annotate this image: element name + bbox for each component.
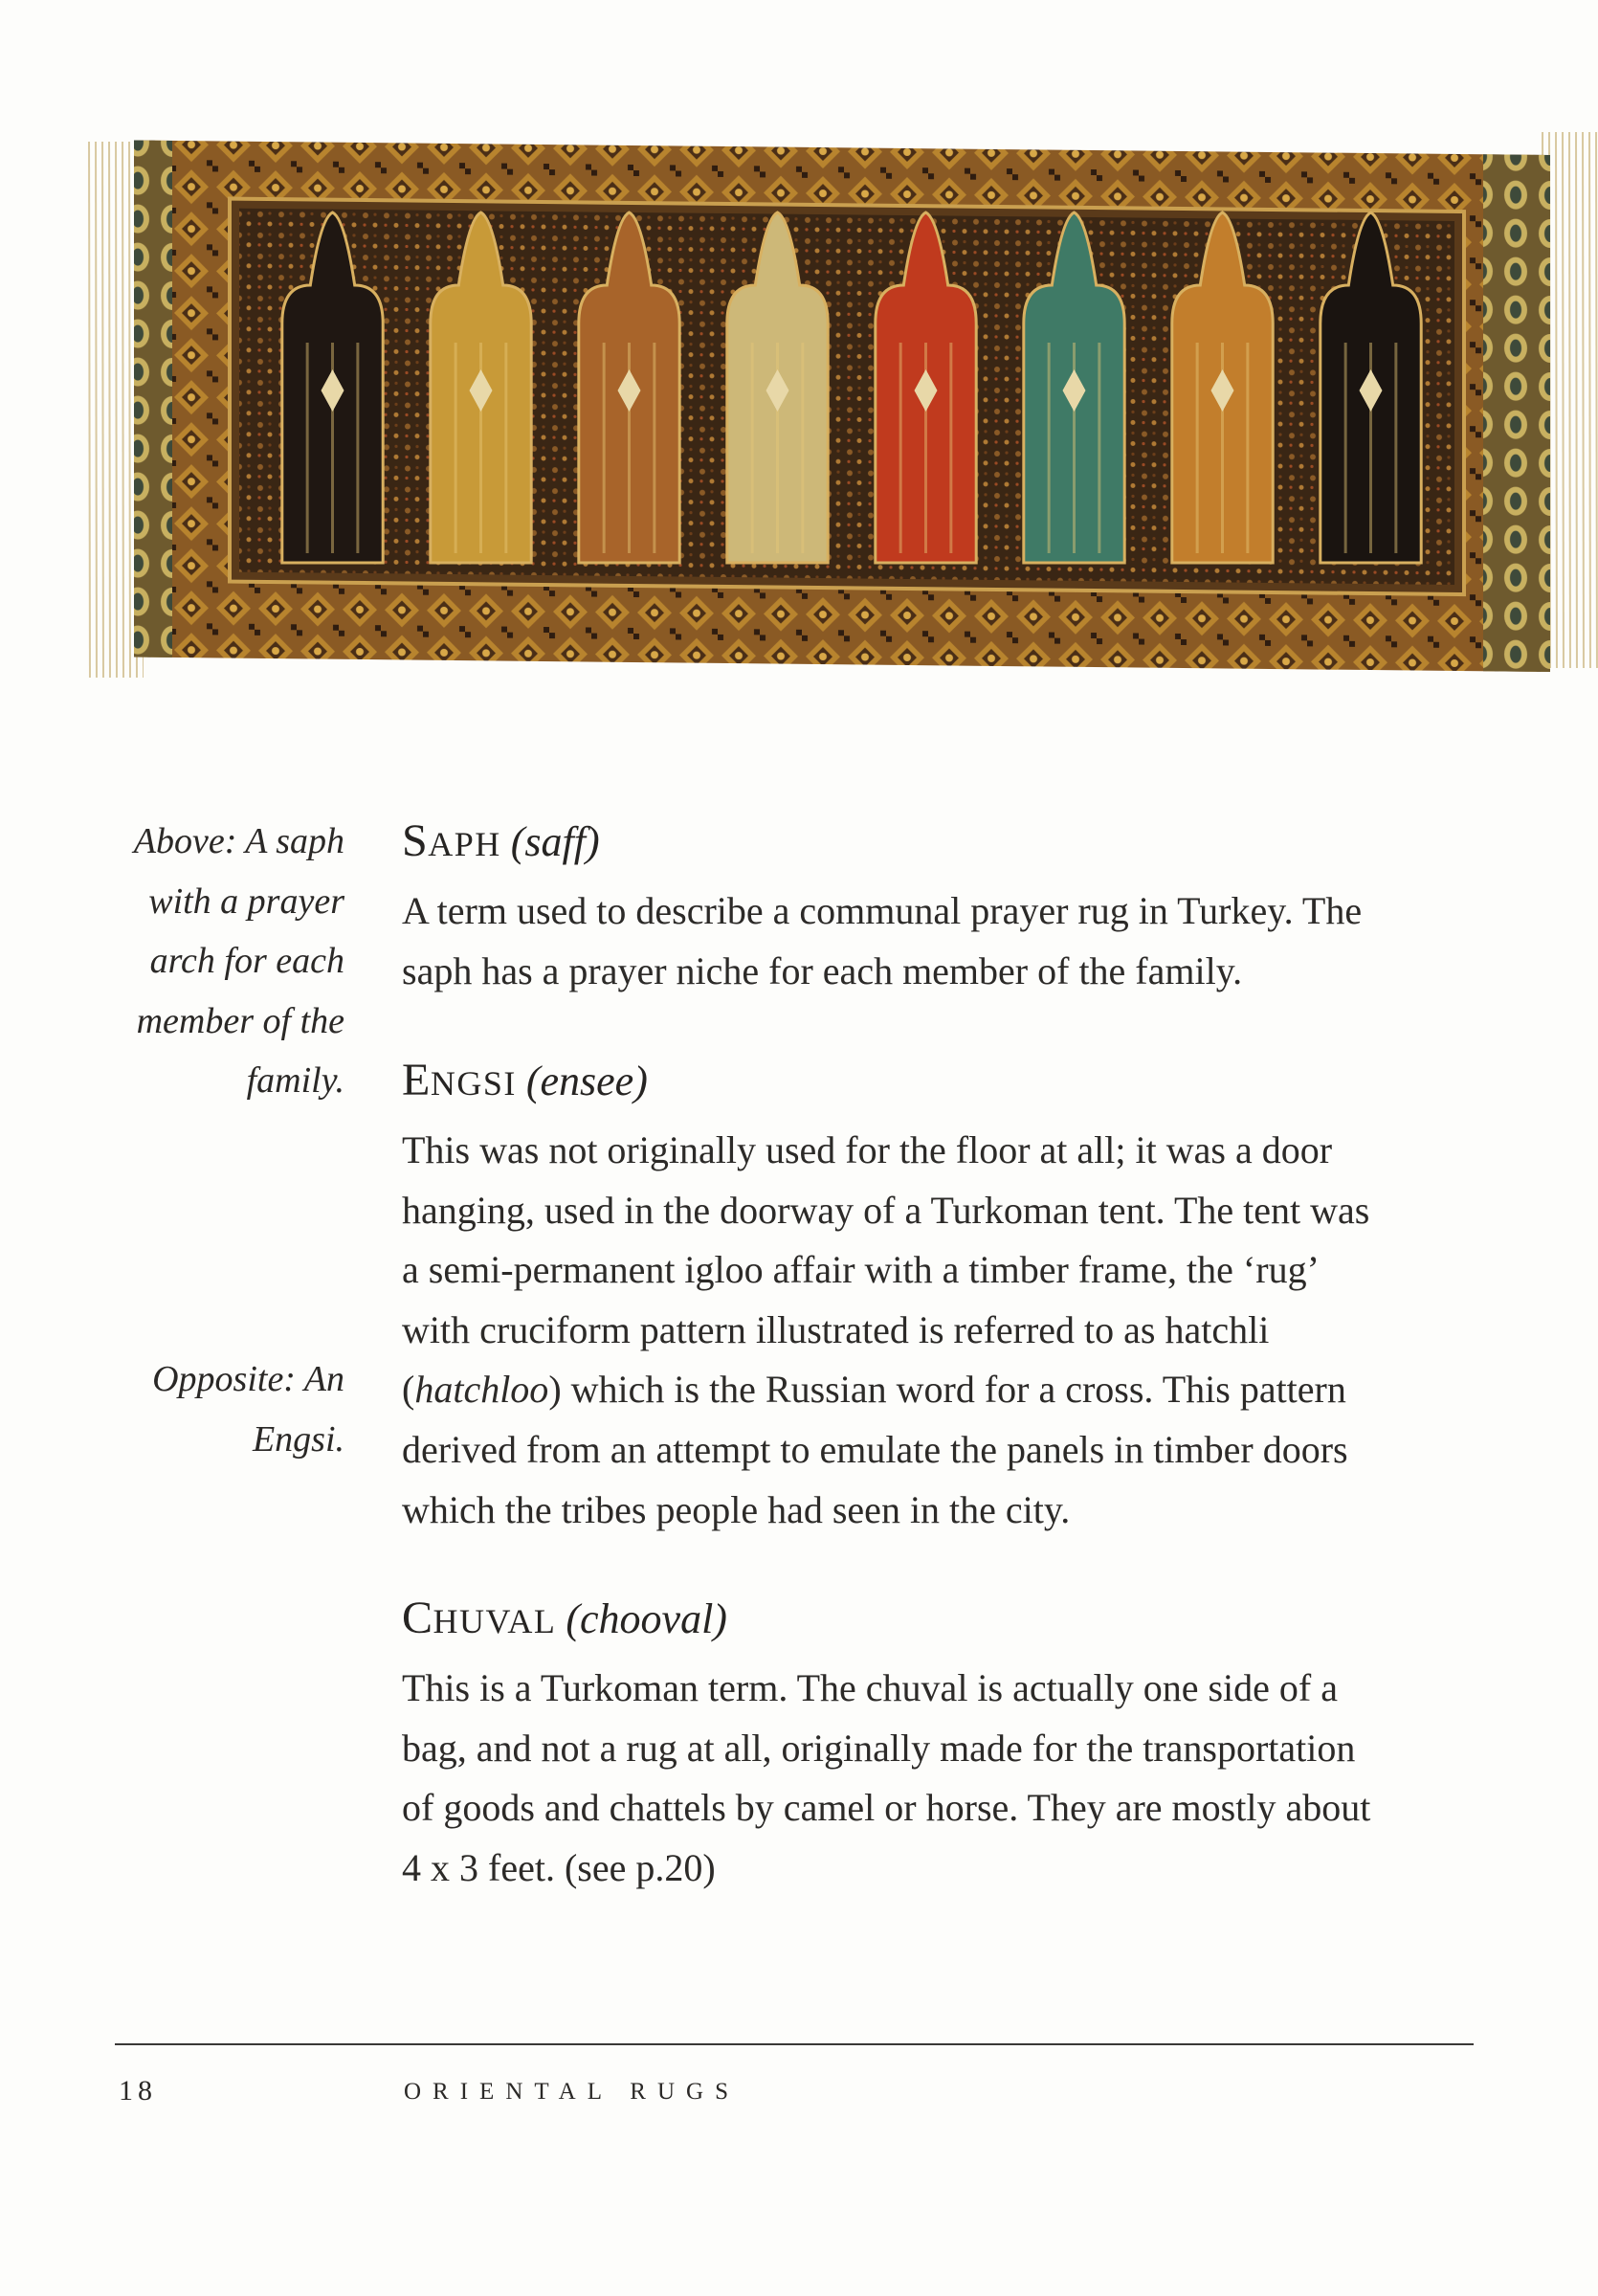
saph-rug-illustration <box>86 123 1598 687</box>
pronunciation: (saff) <box>510 818 600 865</box>
pronunciation: (ensee) <box>525 1058 648 1104</box>
entry-body <box>402 881 1483 1001</box>
entry-heading: CHUVAL (chooval) <box>402 1593 727 1643</box>
entry-heading: SAPH (saff) <box>402 815 600 866</box>
body-line: This is a Turkoman term. The chuval is actually one side of a <box>402 1666 1338 1709</box>
body-line: A term used to describe a communal prayer rug in Turkey. The <box>402 889 1363 932</box>
body-line: (hatchloo) which is the Russian word for a cross. This pattern <box>402 1368 1346 1412</box>
body-line: a semi-permanent igloo affair with a timber frame, the ‘rug’ <box>402 1248 1320 1292</box>
body-line: hanging, used in the doorway of a Turkoman tent. The tent was <box>402 1188 1370 1232</box>
page-number: 18 <box>119 2075 157 2107</box>
caption-line: Engsi. <box>252 1418 344 1460</box>
body-line: of goods and chattels by camel or horse. They are mostly about <box>402 1786 1371 1830</box>
entry-body <box>402 1659 1483 1898</box>
entry-body <box>402 1121 1483 1540</box>
caption-line: Above: A saph <box>133 821 344 861</box>
caption-line: member of the <box>136 1000 344 1041</box>
body-line: bag, and not a rug at all, originally made for the transportation <box>402 1726 1356 1770</box>
body-line: with cruciform pattern illustrated is referred to as hatchli <box>402 1307 1270 1351</box>
body-line: This was not originally used for the floor at all; it was a door <box>402 1128 1333 1171</box>
body-line: derived from an attempt to emulate the panels in timber doors <box>402 1427 1348 1471</box>
rug-end-panel-right <box>1483 154 1550 672</box>
footer-rule <box>115 2043 1474 2045</box>
pronunciation: (chooval) <box>566 1595 727 1642</box>
body-line: saph has a prayer niche for each member of the family. <box>402 948 1243 992</box>
entry-saph <box>402 812 1483 1001</box>
caption-above <box>57 812 344 1111</box>
caption-opposite <box>57 1349 344 1469</box>
rug-end-panel-left <box>134 141 172 658</box>
caption-line: with a prayer <box>148 881 344 922</box>
entry-chuval <box>402 1589 1483 1898</box>
caption-line: arch for each <box>149 941 344 982</box>
entry-engsi <box>402 1051 1483 1540</box>
body-line: 4 x 3 feet. (see p.20) <box>402 1845 716 1889</box>
entry-heading: ENGSI (ensee) <box>402 1055 648 1105</box>
caption-line: family. <box>246 1060 344 1102</box>
running-title: ORIENTAL RUGS <box>404 2079 740 2105</box>
caption-line: Opposite: An <box>152 1359 344 1399</box>
body-line: which the tribes people had seen in the city. <box>402 1487 1071 1531</box>
